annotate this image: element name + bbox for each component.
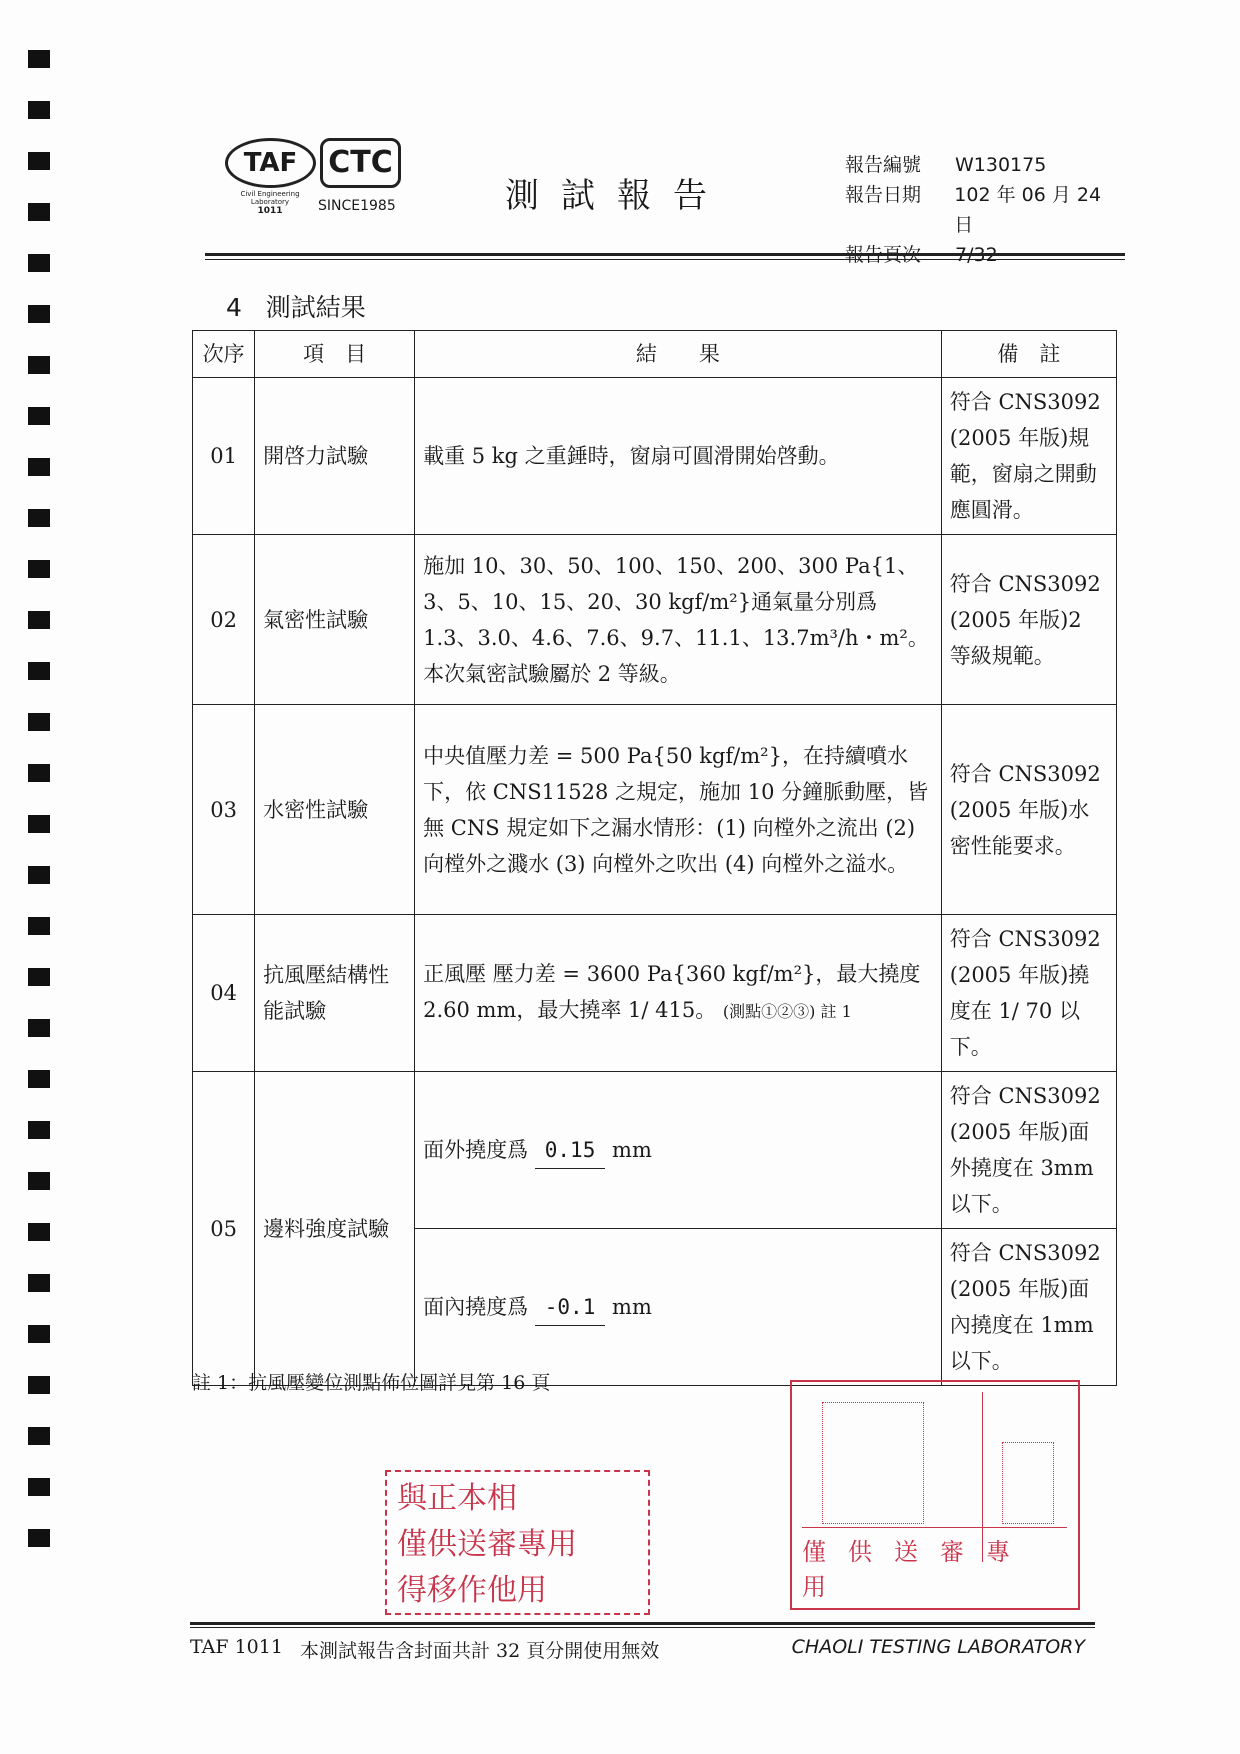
footer-lab: CHAOLI TESTING LABORATORY (791, 1636, 1085, 1658)
header-rule-thin (205, 259, 1125, 260)
meta-report-number: 報告編號 W130175 (845, 154, 1047, 176)
section-number: 4 (226, 293, 242, 322)
row-no: 02 (193, 535, 255, 705)
results-table (192, 330, 1117, 1386)
row-note: 符合 CNS3092 (2005 年版)規範，窗扇之開動應圓滑。 (941, 378, 1116, 535)
stamp-line: 與正本相 (397, 1481, 517, 1516)
deflection-in-label: 面內撓度爲 (423, 1294, 529, 1319)
row-item: 氣密性試驗 (255, 535, 415, 705)
ctc-logo (320, 138, 401, 188)
taf-number: 1011 (257, 206, 283, 216)
row-result-text: 施加 10、30、50、100、150、200、300 Pa{1、3、5、10、15、20、30 kgf/m²}通氣量分別爲 1.3、3.0、4.6、7.6、9.7、11.1、13.7m³/h・m²。 (423, 553, 929, 650)
footer-rule (190, 1622, 1095, 1625)
row-item: 水密性試驗 (255, 705, 415, 915)
row-result: 中央值壓力差 = 500 Pa{50 kgf/m²}，在持續噴水下，依 CNS11528 之規定，施加 10 分鐘脈動壓，皆無 CNS 規定如下之漏水情形：(1) 向樘外之流出 (2) 向樘外之濺水 (3) 向樘外之吹出 (4) 向樘外之溢水。 (415, 705, 942, 915)
binding-marks (28, 50, 50, 1580)
footnote: 註 1：抗風壓變位測點佈位圖詳見第 16 頁 (192, 1372, 551, 1394)
taf-caption (225, 190, 315, 216)
row-item: 抗風壓結構性能試驗 (255, 915, 415, 1072)
footer-code: TAF 1011 (190, 1636, 283, 1658)
report-meta (845, 150, 1125, 270)
section-title: 測試結果 (265, 293, 366, 322)
row-result (415, 915, 942, 1072)
row-result: 載重 5 kg 之重錘時，窗扇可圓滑開始啓動。 (415, 378, 942, 535)
row-result-text: 正風壓 壓力差 = 3600 Pa{360 kgf/m²}，最大撓度 2.60 mm，最大撓率 1/ 415。 (423, 962, 921, 1022)
report-title: 測試報告 (505, 176, 729, 216)
row-note: 符合 CNS3092 (2005 年版)撓度在 1/ 70 以下。 (941, 915, 1116, 1072)
meta-report-date: 報告日期 102 年 06 月 24 日 (845, 184, 1102, 236)
deflection-in-value: -0.1 (535, 1289, 606, 1326)
header-item: 項 目 (255, 331, 415, 378)
ctc-since: SINCE1985 (318, 198, 396, 214)
taf-logo (225, 138, 316, 188)
row-no: 03 (193, 705, 255, 915)
table-row (193, 915, 1117, 1072)
stamp-line: 僅供送審專用 (397, 1527, 577, 1562)
footer-text: 本測試報告含封面共計 32 頁分開使用無效 (300, 1640, 660, 1662)
row-note: 符合 CNS3092 (2005 年版)水密性能要求。 (941, 705, 1116, 915)
footer-rule-thin (190, 1627, 1095, 1628)
row-note: 符合 CNS3092 (2005 年版)面外撓度在 3mm 以下。 (941, 1072, 1116, 1229)
row-no: 04 (193, 915, 255, 1072)
red-stamp-right (790, 1380, 1080, 1610)
table-header-row (193, 331, 1117, 378)
row-result (415, 1229, 942, 1386)
deflection-out-value: 0.15 (535, 1132, 606, 1169)
row-result (415, 535, 942, 705)
row-no: 05 (193, 1072, 255, 1386)
ctc-logo-text: CTC (328, 145, 393, 180)
row-item: 開啓力試驗 (255, 378, 415, 535)
section-heading (226, 288, 366, 324)
report-header (205, 128, 1125, 258)
red-stamp-left (385, 1470, 650, 1615)
header-note: 備 註 (941, 331, 1116, 378)
header-no: 次序 (193, 331, 255, 378)
table-row (193, 705, 1117, 915)
stamp-seal-mark (822, 1402, 924, 1524)
header-result: 結 果 (415, 331, 942, 378)
deflection-out-unit: mm (612, 1137, 652, 1162)
deflection-in-unit: mm (612, 1294, 652, 1319)
row-item: 邊料強度試驗 (255, 1072, 415, 1386)
stamp-line: 得移作他用 (397, 1573, 547, 1608)
row-result-points: (測點①②③) 註 1 (722, 1002, 852, 1021)
stamp-caption: 僅供送審專用 (802, 1527, 1067, 1602)
table-row (193, 1072, 1117, 1229)
taf-logo-text: TAF (243, 148, 298, 178)
logos (225, 138, 455, 238)
row-no: 01 (193, 378, 255, 535)
taf-caption-text: Civil Engineering Laboratory (240, 190, 300, 206)
header-rule (205, 253, 1125, 256)
deflection-out-label: 面外撓度爲 (423, 1137, 529, 1162)
stamp-seal-mark (1002, 1442, 1054, 1524)
table-row (193, 535, 1117, 705)
row-note: 符合 CNS3092 (2005 年版)2 等級規範。 (941, 535, 1116, 705)
row-result-grade: 本次氣密試驗屬於 2 等級。 (423, 661, 681, 686)
row-result (415, 1072, 942, 1229)
table-row (193, 378, 1117, 535)
row-note: 符合 CNS3092 (2005 年版)面內撓度在 1mm 以下。 (941, 1229, 1116, 1386)
